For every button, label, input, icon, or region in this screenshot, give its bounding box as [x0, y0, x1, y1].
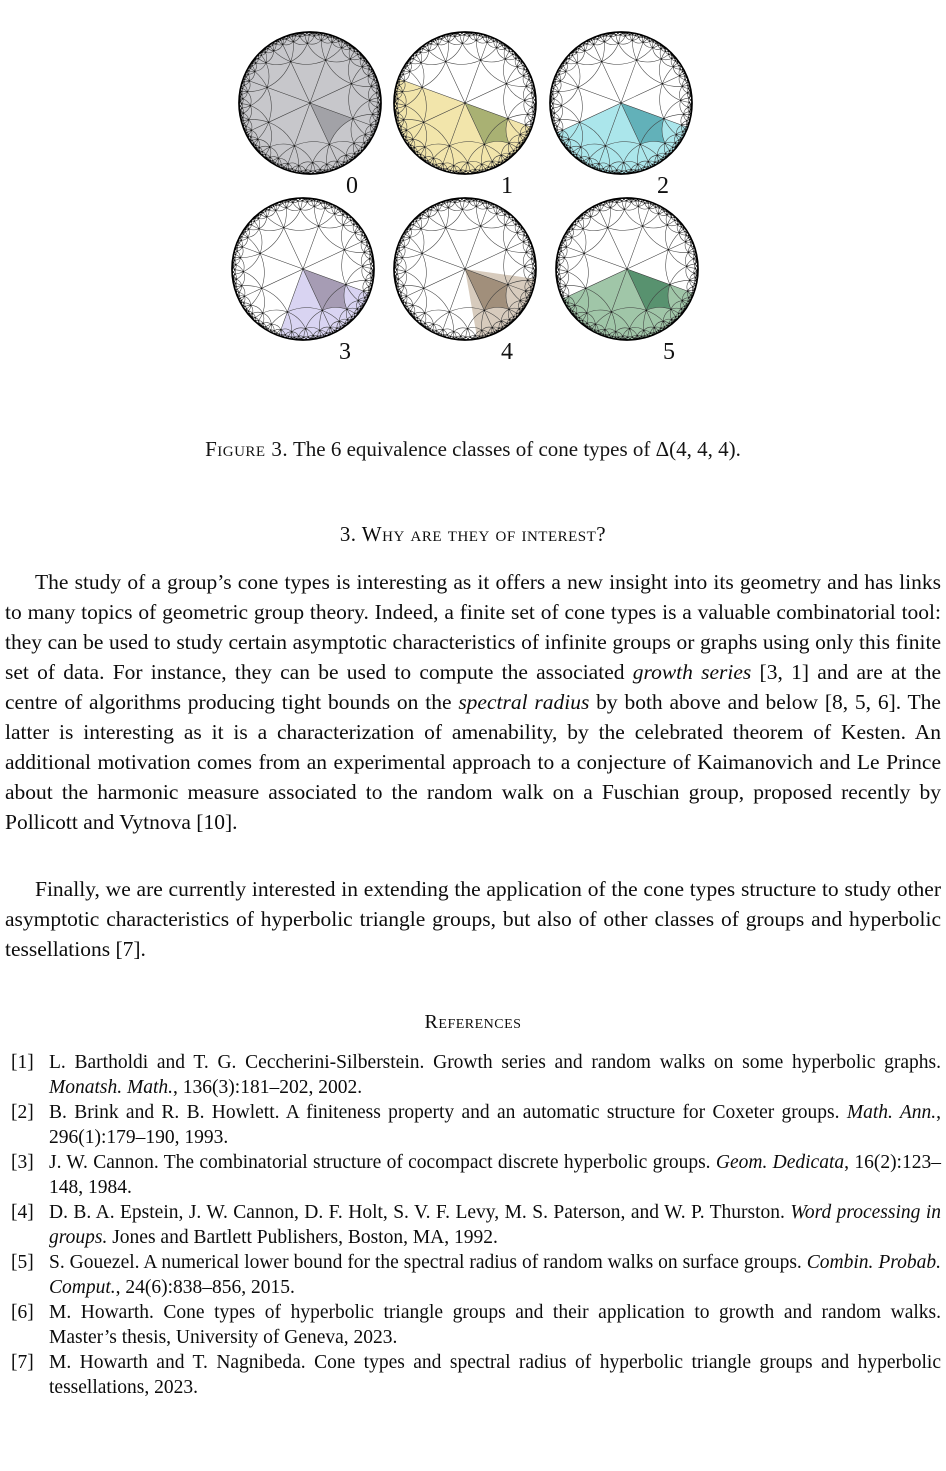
text-run: M. Howarth and T. Nagnibeda. Cone types and spectral radius of hyperbolic triangle groups and hyperbolic tessellations, 2023. — [49, 1352, 941, 1398]
text-run: by both above and below [8, 5, 6]. The latter is interesting as it is a characterization of amenability, by the celebrated theorem of Kesten. An additional motivation comes from an experimental approach to a conjecture of Kaimanovich and Le Prince about the harmonic measure associated to the random walk on a Fuschian group, proposed recently by Pollicott and Vytnova [10]. — [5, 690, 941, 834]
text-run: L. Bartholdi and T. G. Ceccherini-Silberstein. Growth series and random walks on some hyperbolic graphs. — [49, 1052, 941, 1073]
italic-run: Word processing in groups. — [49, 1202, 941, 1248]
disk-label-0: 0 — [346, 173, 358, 199]
section-title: Why are they of interest? — [361, 522, 607, 546]
reference-item — [5, 1350, 941, 1400]
text-run: , 16(2):123–148, 1984. — [49, 1152, 941, 1198]
reference-item — [5, 1300, 941, 1350]
reference-item — [5, 1200, 941, 1250]
text-run: , 136(3):181–202, 2002. — [173, 1077, 363, 1098]
disk-label-3: 3 — [339, 339, 351, 365]
poincare-disk-1 — [383, 27, 547, 201]
figure-caption-text: The 6 equivalence classes of cone types of Δ(4, 4, 4). — [288, 437, 741, 461]
disk-label-4: 4 — [501, 339, 513, 365]
figure-caption-label: Figure 3. — [205, 437, 289, 461]
text-run: B. Brink and R. B. Howlett. A finiteness property and an automatic structure for Coxeter groups. — [49, 1102, 847, 1123]
text-run: Finally, we are currently interested in extending the application of the cone types structure to study other asymptotic characteristics of hyperbolic triangle groups, but also of other classes of groups and hyperbolic tessellations [7]. — [5, 877, 941, 961]
text-run: Jones and Bartlett Publishers, Boston, MA, 1992. — [107, 1227, 498, 1248]
paragraph-2 — [5, 874, 941, 964]
text-run: [3, 1] and are at the centre of algorithms producing tight bounds on the — [5, 660, 942, 714]
paragraph-1 — [5, 567, 941, 837]
text-run: D. B. A. Epstein, J. W. Cannon, D. F. Holt, S. V. F. Levy, M. S. Paterson, and W. P. Thurston. — [49, 1202, 791, 1223]
italic-run: Math. Ann. — [846, 1102, 937, 1123]
figure-3 — [0, 0, 946, 375]
poincare-disk-4 — [383, 193, 547, 367]
figure-caption — [0, 437, 946, 462]
reference-item — [5, 1100, 941, 1150]
text-run: The study of a group’s cone types is interesting as it offers a new insight into its geometry and has links to many topics of geometric group theory. Indeed, a finite set of cone types is a valuable combinatorial tool: they can be used to study certain asymptotic characteristics of infinite groups or graphs using only this finite set of data. For instance, they can be used to compute the associated — [5, 570, 941, 684]
poincare-disk-0 — [228, 27, 392, 201]
text-run: J. W. Cannon. The combinatorial structure of cocompact discrete hyperbolic groups. — [49, 1152, 716, 1173]
reference-item — [5, 1150, 941, 1200]
references-heading: References — [424, 1011, 522, 1033]
text-run: , 24(6):838–856, 2015. — [115, 1277, 295, 1298]
poincare-disk-5 — [545, 193, 709, 367]
italic-run: Monatsh. Math. — [49, 1077, 174, 1098]
text-run: S. Gouezel. A numerical lower bound for the spectral radius of random walks on surface groups. — [49, 1252, 807, 1273]
italic-run: Geom. Dedicata — [715, 1152, 845, 1173]
italic-run: Combin. Probab. Comput. — [49, 1252, 941, 1298]
reference-number: [4] — [11, 1202, 34, 1223]
reference-number: [5] — [11, 1252, 34, 1273]
reference-number: [1] — [11, 1052, 34, 1073]
reference-number: [3] — [11, 1152, 34, 1173]
disk-label-2: 2 — [657, 173, 669, 199]
italic-run: growth series — [632, 660, 752, 684]
disk-label-1: 1 — [501, 173, 513, 199]
disk-label-5: 5 — [663, 339, 675, 365]
reference-number: [7] — [11, 1352, 34, 1373]
poincare-disk-3 — [221, 193, 385, 367]
text-run: M. Howarth. Cone types of hyperbolic triangle groups and their application to growth and random walks. Master’s thesis, University of Geneva, 2023. — [49, 1302, 941, 1348]
references-list — [0, 1050, 946, 1400]
reference-item — [5, 1050, 941, 1100]
reference-number: [6] — [11, 1302, 34, 1323]
reference-item — [5, 1250, 941, 1300]
body-text — [0, 567, 946, 964]
reference-number: [2] — [11, 1102, 34, 1123]
section-heading — [0, 522, 946, 547]
italic-run: spectral radius — [458, 690, 590, 714]
section-number: 3. — [339, 522, 362, 546]
poincare-disk-2 — [539, 27, 703, 201]
text-run: , 296(1):179–190, 1993. — [49, 1102, 941, 1148]
